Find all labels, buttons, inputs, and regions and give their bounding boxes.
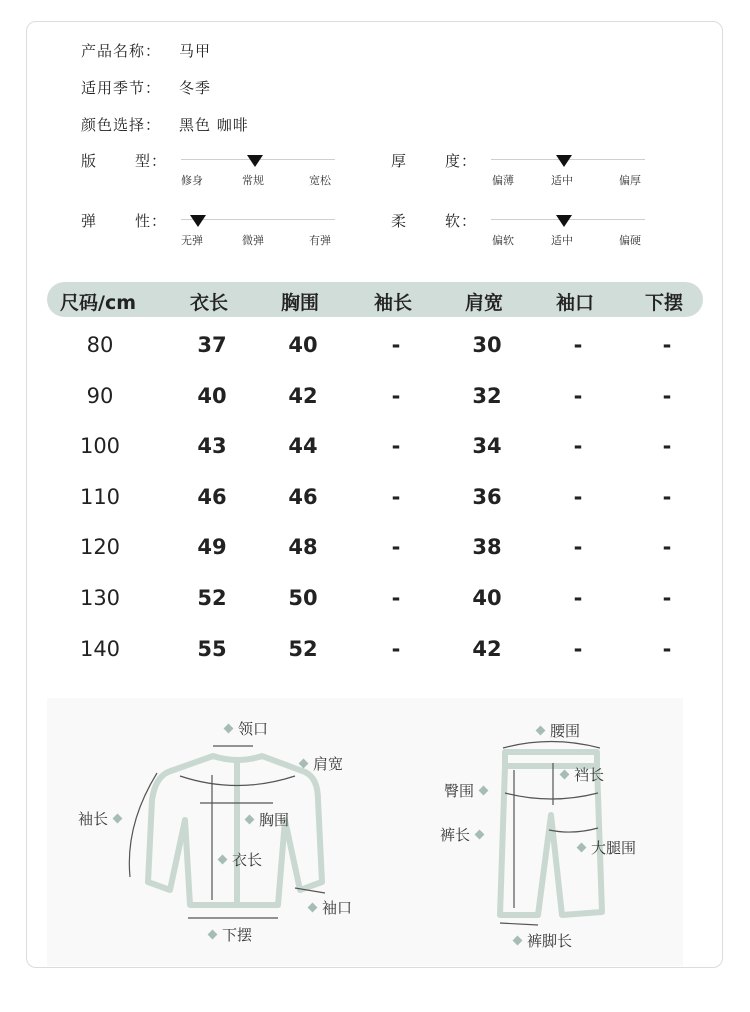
column-header: 下摆 xyxy=(645,292,684,314)
size-cell: 140 xyxy=(79,637,121,661)
chest-label: 胸围 xyxy=(246,809,289,830)
leg-opening-label: 裤脚长 xyxy=(514,930,572,951)
size-cell: 90 xyxy=(86,384,114,408)
table-cell: - xyxy=(662,637,672,661)
product-name-value: 马甲 xyxy=(179,42,212,60)
table-cell: - xyxy=(573,637,583,661)
table-cell: - xyxy=(391,637,401,661)
product-name-label: 产品名称： xyxy=(81,42,162,60)
table-cell: - xyxy=(391,333,401,357)
table-cell: 40 xyxy=(472,586,502,610)
size-cell: 110 xyxy=(79,485,121,509)
fit-label: 版 型： xyxy=(81,152,168,170)
elasticity-tick-1: 无弹 xyxy=(181,234,203,247)
table-cell: - xyxy=(391,434,401,458)
table-cell: - xyxy=(391,384,401,408)
thickness-tick-1: 偏薄 xyxy=(492,174,514,187)
season-label: 适用季节： xyxy=(81,79,162,97)
diamond-icon xyxy=(224,724,234,734)
table-cell: - xyxy=(662,535,672,559)
rise-label: 裆长 xyxy=(561,764,604,785)
size-cell: 130 xyxy=(79,586,121,610)
table-cell: 36 xyxy=(472,485,502,509)
season-value: 冬季 xyxy=(179,79,212,97)
table-cell: - xyxy=(662,586,672,610)
table-cell: - xyxy=(662,434,672,458)
measure-lines xyxy=(129,742,600,926)
diamond-icon xyxy=(208,930,218,940)
table-cell: 46 xyxy=(288,485,318,509)
thickness-label: 厚 度： xyxy=(391,152,478,170)
table-cell: 30 xyxy=(472,333,502,357)
elasticity-tick-3: 有弹 xyxy=(309,234,331,247)
size-cell: 100 xyxy=(79,434,121,458)
column-header: 肩宽 xyxy=(465,292,504,314)
column-header: 衣长 xyxy=(190,292,229,314)
table-cell: 42 xyxy=(288,384,318,408)
table-cell: - xyxy=(662,384,672,408)
pant-length-label: 裤长 xyxy=(440,824,483,845)
table-cell: 52 xyxy=(288,637,318,661)
table-cell: - xyxy=(391,535,401,559)
softness-tick-2: 适中 xyxy=(551,234,573,247)
table-cell: 40 xyxy=(288,333,318,357)
table-cell: - xyxy=(573,434,583,458)
table-cell: 34 xyxy=(472,434,502,458)
diamond-icon xyxy=(245,815,255,825)
table-cell: - xyxy=(573,485,583,509)
cuff-label: 袖口 xyxy=(309,897,352,918)
table-cell: - xyxy=(573,384,583,408)
fit-tick-3: 宽松 xyxy=(309,174,331,187)
color-label: 颜色选择： xyxy=(81,116,162,134)
fit-tick-1: 修身 xyxy=(181,174,203,187)
table-cell: 49 xyxy=(197,535,227,559)
elasticity-tick-2: 微弹 xyxy=(242,234,264,247)
hem-label: 下摆 xyxy=(209,924,252,945)
waist-label: 腰围 xyxy=(537,720,580,741)
diamond-icon xyxy=(308,903,318,913)
softness-tick-3: 偏硬 xyxy=(619,234,641,247)
diamond-icon xyxy=(479,786,489,796)
table-cell: 44 xyxy=(288,434,318,458)
sleeve-length-label: 袖长 xyxy=(78,808,121,829)
table-cell: 55 xyxy=(197,637,227,661)
table-cell: 32 xyxy=(472,384,502,408)
softness-label: 柔 软： xyxy=(391,212,478,230)
table-cell: - xyxy=(391,586,401,610)
thickness-tick-2: 适中 xyxy=(551,174,573,187)
table-cell: 43 xyxy=(197,434,227,458)
diamond-icon xyxy=(218,855,228,865)
jacket-outline xyxy=(148,756,322,905)
shoulder-label: 肩宽 xyxy=(300,753,343,774)
elasticity-label: 弹 性： xyxy=(81,212,168,230)
diamond-icon xyxy=(536,726,546,736)
diamond-icon xyxy=(113,814,123,824)
color-value: 黑色 咖啡 xyxy=(179,116,249,134)
table-cell: 52 xyxy=(197,586,227,610)
table-cell: - xyxy=(573,586,583,610)
table-cell: - xyxy=(573,333,583,357)
hip-label: 臀围 xyxy=(444,780,487,801)
table-cell: - xyxy=(662,333,672,357)
diamond-icon xyxy=(577,843,587,853)
table-cell: 37 xyxy=(197,333,227,357)
thickness-tick-3: 偏厚 xyxy=(619,174,641,187)
table-cell: - xyxy=(662,485,672,509)
top-length-label: 衣长 xyxy=(219,849,262,870)
size-cell: 120 xyxy=(79,535,121,559)
table-cell: 40 xyxy=(197,384,227,408)
table-cell: 46 xyxy=(197,485,227,509)
column-header: 袖口 xyxy=(556,292,595,314)
column-header: 胸围 xyxy=(281,292,320,314)
column-header: 袖长 xyxy=(374,292,413,314)
diamond-icon xyxy=(299,759,309,769)
size-cell: 80 xyxy=(86,333,114,357)
table-cell: 50 xyxy=(288,586,318,610)
diamond-icon xyxy=(560,770,570,780)
table-cell: - xyxy=(391,485,401,509)
fit-tick-2: 常规 xyxy=(242,174,264,187)
diamond-icon xyxy=(513,936,523,946)
table-cell: 38 xyxy=(472,535,502,559)
diamond-icon xyxy=(475,830,485,840)
softness-tick-1: 偏软 xyxy=(492,234,514,247)
column-header: 尺码/cm xyxy=(60,292,137,314)
table-cell: - xyxy=(573,535,583,559)
collar-label: 领口 xyxy=(225,718,268,739)
table-cell: 48 xyxy=(288,535,318,559)
table-cell: 42 xyxy=(472,637,502,661)
thigh-label: 大腿围 xyxy=(578,837,636,858)
